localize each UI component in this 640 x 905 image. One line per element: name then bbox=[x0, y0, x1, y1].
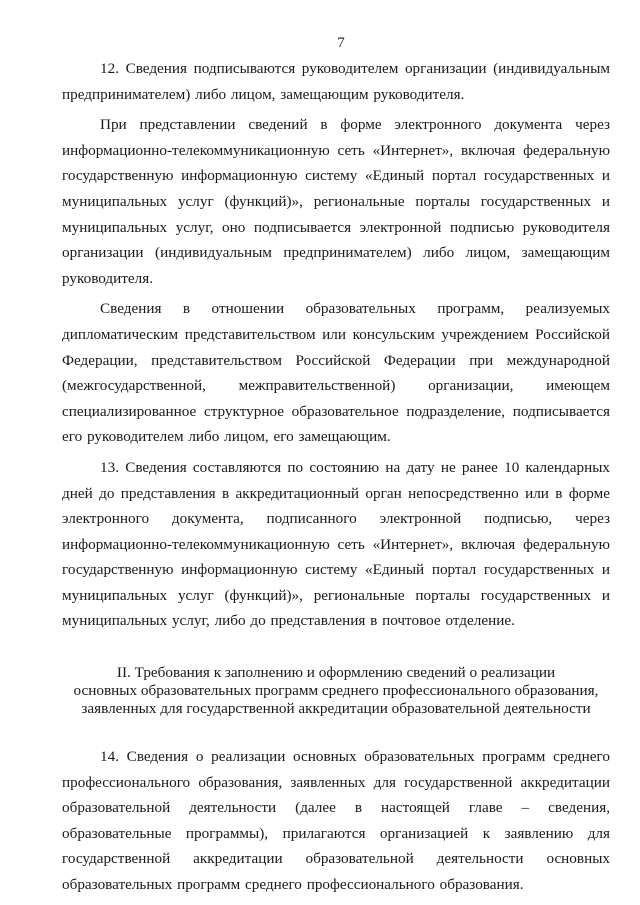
section-heading bbox=[62, 664, 610, 718]
paragraph-14: 14. Сведения о реализации основных образовательных программ среднего профессионального образования, заявленных для государственной аккредитации образовательной деятельности (далее в настоящей главе – сведения, образовательные программы), прилагаются организацией к заявлению для государственной аккредитации образовательной деятельности основных образовательных программ среднего профессионального образования. bbox=[62, 748, 610, 894]
paragraph-diplomatic-missions: Сведения в отношении образовательных программ, реализуемых дипломатическим представительством или консульским учреждением Российской Федерации, представительством Российской Федерации при международной (межгосударственной, межправительственной) организации, имеющем специализированное структурное образовательное подразделение, подписывается его руководителем либо лицом, его замещающим. bbox=[62, 300, 610, 446]
paragraph-12: 12. Сведения подписываются руководителем организации (индивидуальным предпринимателем) либо лицом, замещающим руководителя. bbox=[62, 60, 610, 103]
paragraph-13: 13. Сведения составляются по состоянию на дату не ранее 10 календарных дней до представления в аккредитационный орган непосредственно или в форме электронного документа, подписанного электронной подписью, через информационно-телекоммуникационную сеть «Интернет», включая федеральную государственную информационную систему «Единый портал государственных и муниципальных услуг (функций)», региональные порталы государственных и муниципальных услуг, либо до представления в почтовое отделение. bbox=[62, 458, 610, 630]
section-heading-line-1: II. Требования к заполнению и оформлению сведений о реализации bbox=[116, 664, 556, 682]
page-number: 7 bbox=[337, 35, 345, 51]
section-heading-line-3: заявленных для государственной аккредитации образовательной деятельности bbox=[81, 700, 591, 718]
section-heading-line-2: основных образовательных программ среднего профессионального образования, bbox=[73, 682, 599, 700]
paragraph-electronic-submission: При представлении сведений в форме электронного документа через информационно-телекоммуникационную сеть «Интернет», включая федеральную государственную информационную систему «Единый портал государственных и муниципальных услуг (функций)», региональные порталы государственных и муниципальных услуг, оно подписывается электронной подписью руководителя организации (индивидуальным предпринимателем) либо лицом, замещающим руководителя. bbox=[62, 116, 610, 287]
